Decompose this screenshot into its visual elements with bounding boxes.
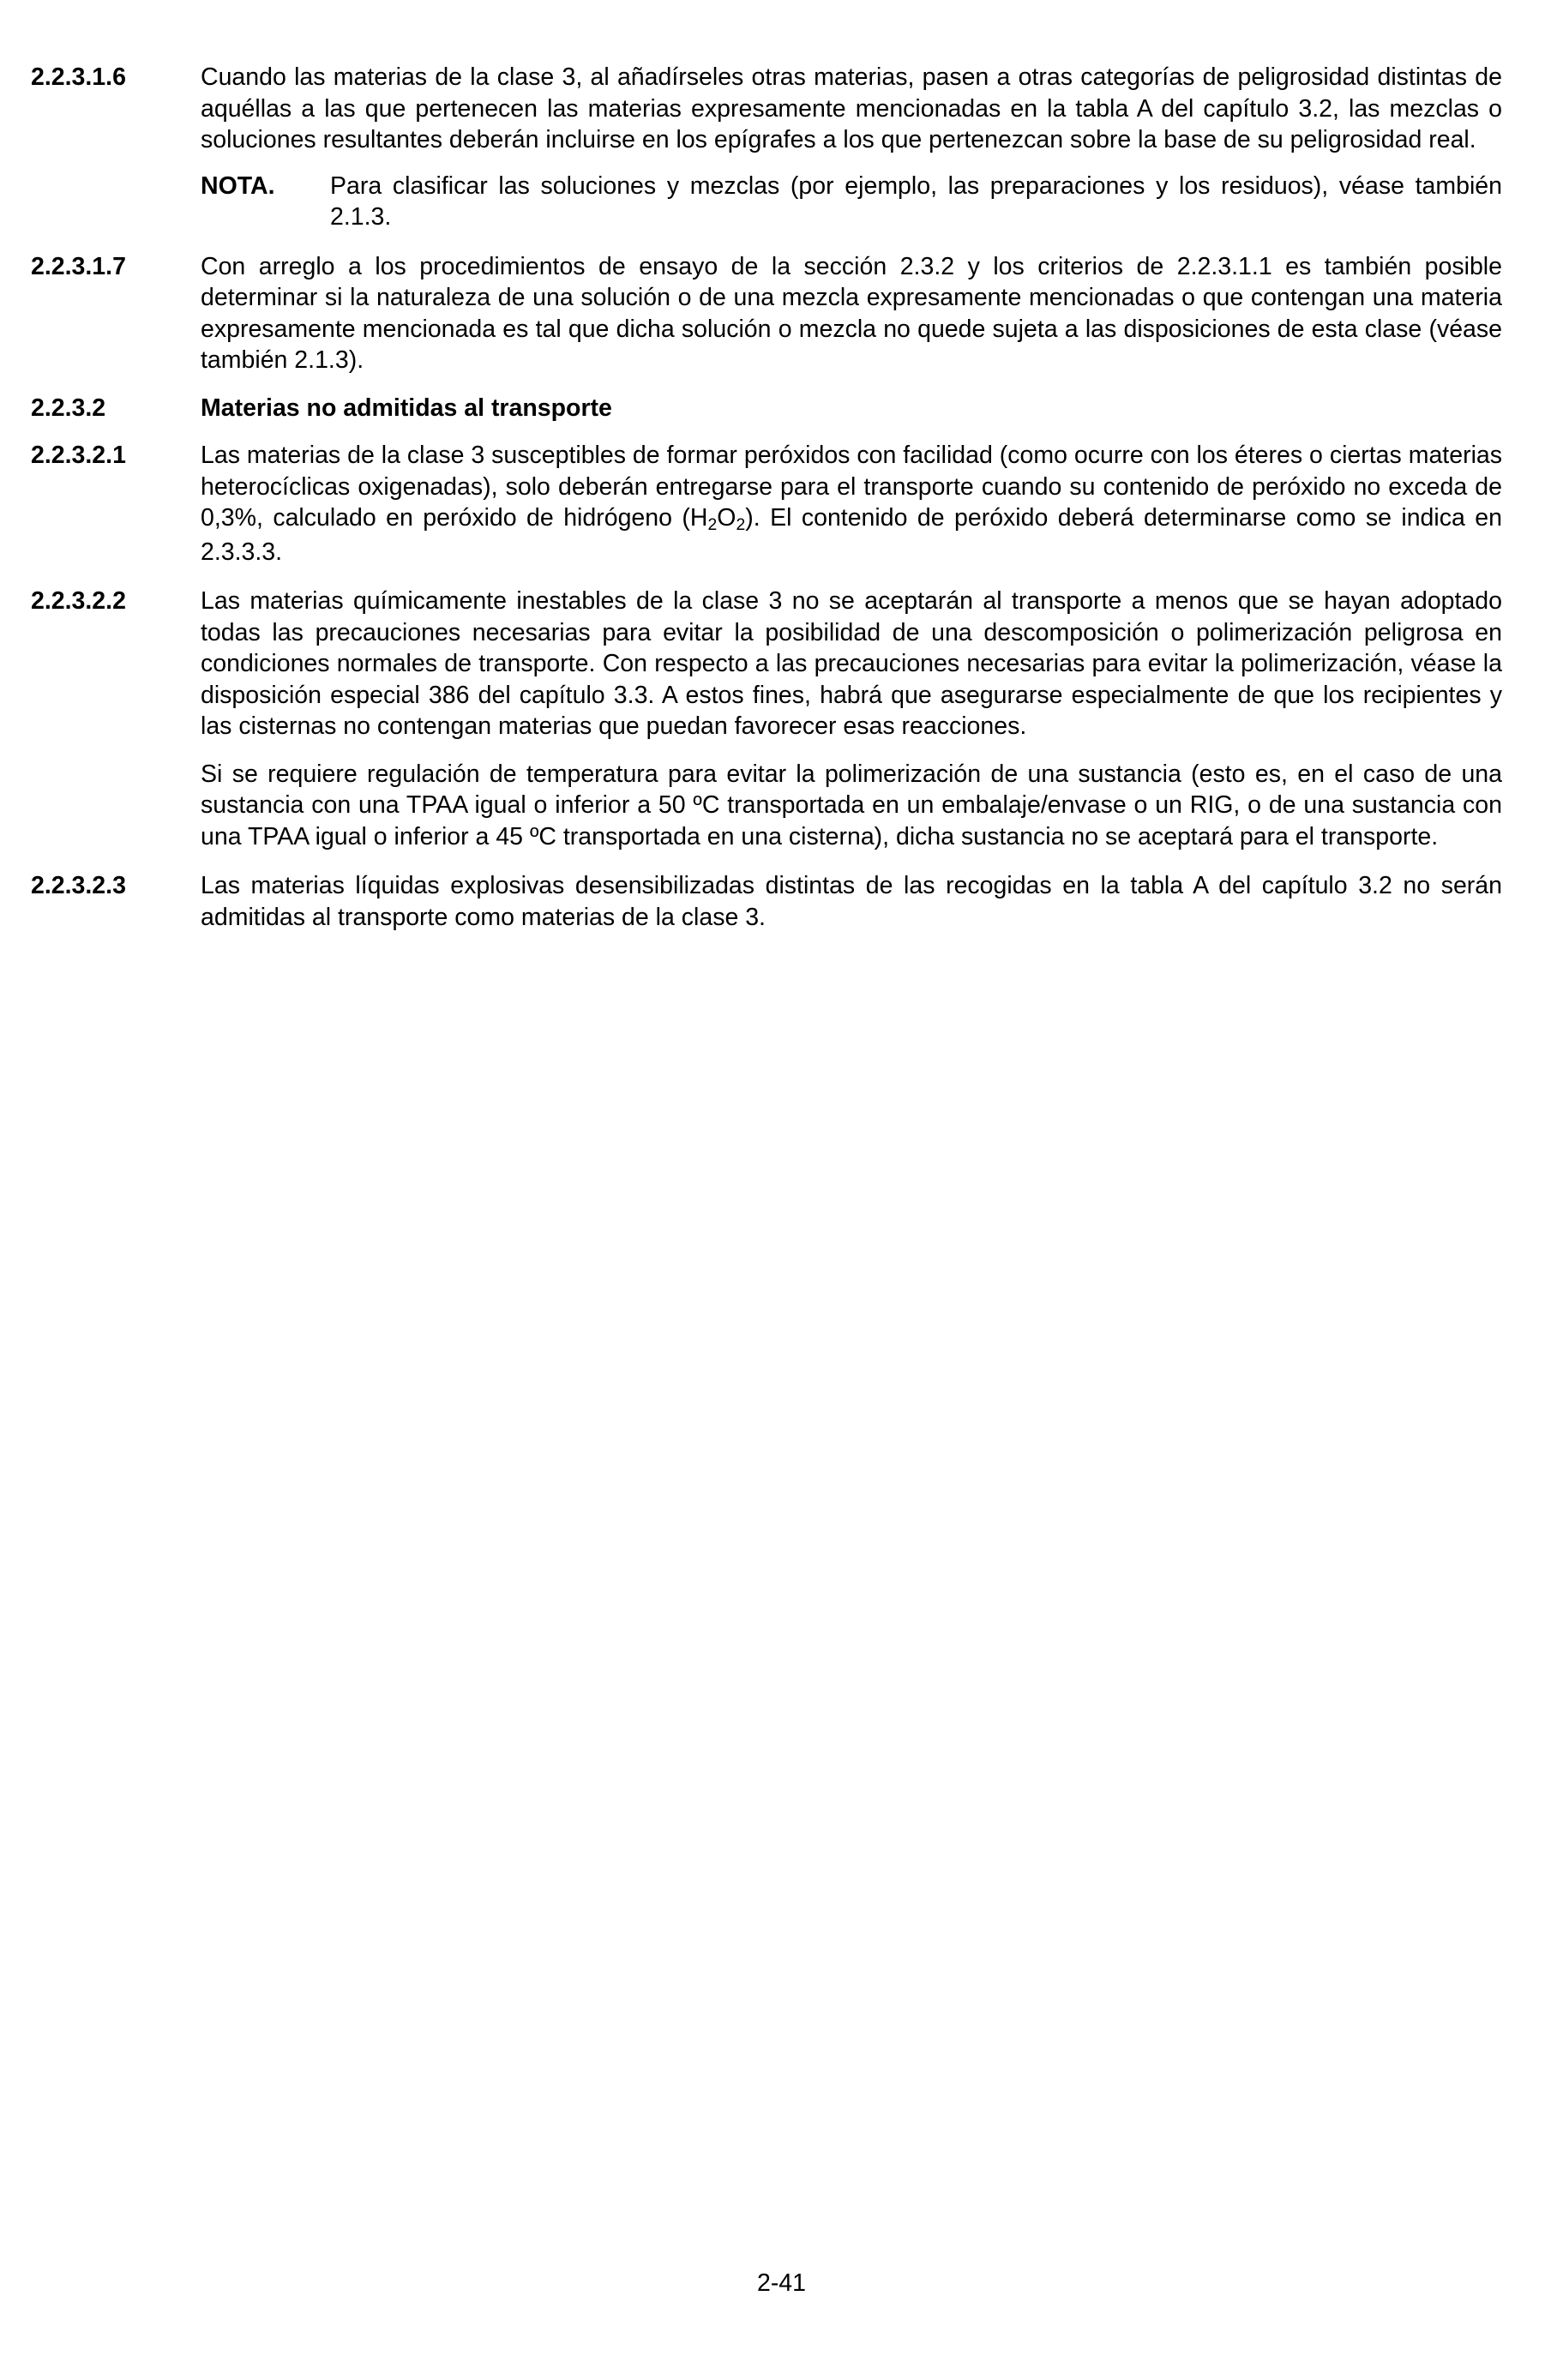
section-text <box>201 440 1502 568</box>
page-number: 2-41 <box>756 2269 807 2297</box>
section-number: 2.2.3.2.2 <box>31 587 126 615</box>
section-number: 2.2.3.2 <box>31 394 106 422</box>
section-2-2-3-2-3 <box>31 870 1502 933</box>
section-number: 2.2.3.1.7 <box>31 252 126 280</box>
note-text: Para clasificar las soluciones y mezclas (por ejemplo, las preparaciones y los residuos), véase también 2.1.3. <box>330 171 1502 231</box>
section-text: Las materias líquidas explosivas desensibilizadas distintas de las recogidas en la tabla A del capítulo 3.2 no serán admitidas al transporte como materias de la clase 3. <box>201 872 1502 931</box>
subscript: 2 <box>736 515 746 535</box>
section-number: 2.2.3.2.3 <box>31 872 126 899</box>
section-text-paragraph-1: Las materias químicamente inestables de la clase 3 no se aceptarán al transporte a menos que se hayan adoptado todas las precauciones necesarias para evitar la posibilidad de una descomposición o polimerización peligrosa en condiciones normales de transporte. Con respecto a las precauciones necesarias para evitar la polimerización, véase la disposición especial 386 del capítulo 3.3. A estos fines, habrá que asegurarse especialmente de que los recipientes y las cisternas no contengan materias que puedan favorecer esas reacciones. <box>201 587 1502 740</box>
text-after-formula: ). El contenido de peróxido deberá determinarse como se indica en 2.3.3.3. <box>201 504 1502 566</box>
section-number: 2.2.3.1.6 <box>31 63 126 91</box>
section-body <box>201 870 1502 933</box>
document-page <box>31 62 1502 933</box>
formula-element: O <box>717 504 736 532</box>
text-before-formula: Las materias de la clase 3 susceptibles de formar peróxidos con facilidad (como ocurre con los éteres o ciertas materias heterocíclicas oxigenadas), solo deberán entregarse para el transporte cuando su contenido de peróxido no exceda de 0,3%, calculado en peróxido de hidrógeno (H <box>201 442 1502 532</box>
section-2-2-3-2-1 <box>31 440 1502 568</box>
section-2-2-3-1-6 <box>31 62 1502 233</box>
section-number: 2.2.3.2.1 <box>31 442 126 469</box>
section-body <box>201 586 1502 852</box>
section-text: Con arreglo a los procedimientos de ensayo de la sección 2.3.2 y los criterios de 2.2.3.1.1 es también posible determinar si la naturaleza de una solución o de una mezcla expresamente mencionadas o que contengan una materia expresamente mencionada es tal que dicha solución o mezcla no quede sujeta a las disposiciones de esta clase (véase también 2.1.3). <box>201 252 1502 374</box>
section-body <box>201 62 1502 233</box>
note <box>201 171 1502 233</box>
section-2-2-3-2-2 <box>31 586 1502 852</box>
subscript: 2 <box>707 515 718 535</box>
section-body <box>201 251 1502 376</box>
section-2-2-3-2 <box>31 393 1502 424</box>
section-body <box>201 440 1502 568</box>
section-text-paragraph-2: Si se requiere regulación de temperatura para evitar la polimerización de una sustancia (esto es, en el caso de una sustancia con una TPAA igual o inferior a 50 ºC transportada en un embalaje/envase o un RIG, o de una sustancia con una TPAA igual o inferior a 45 ºC transportada en una cisterna), dicha sustancia no se aceptará para el transporte. <box>201 760 1502 850</box>
section-text: Cuando las materias de la clase 3, al añadírseles otras materias, pasen a otras categorías de peligrosidad distintas de aquéllas a las que pertenecen las materias expresamente mencionadas en la tabla A del capítulo 3.2, las mezclas o soluciones resultantes deberán incluirse en los epígrafes a los que pertenezcan sobre la base de su peligrosidad real. <box>201 63 1502 153</box>
section-2-2-3-1-7 <box>31 251 1502 376</box>
note-label: NOTA. <box>201 171 275 200</box>
section-heading: Materias no admitidas al transporte <box>201 394 612 422</box>
